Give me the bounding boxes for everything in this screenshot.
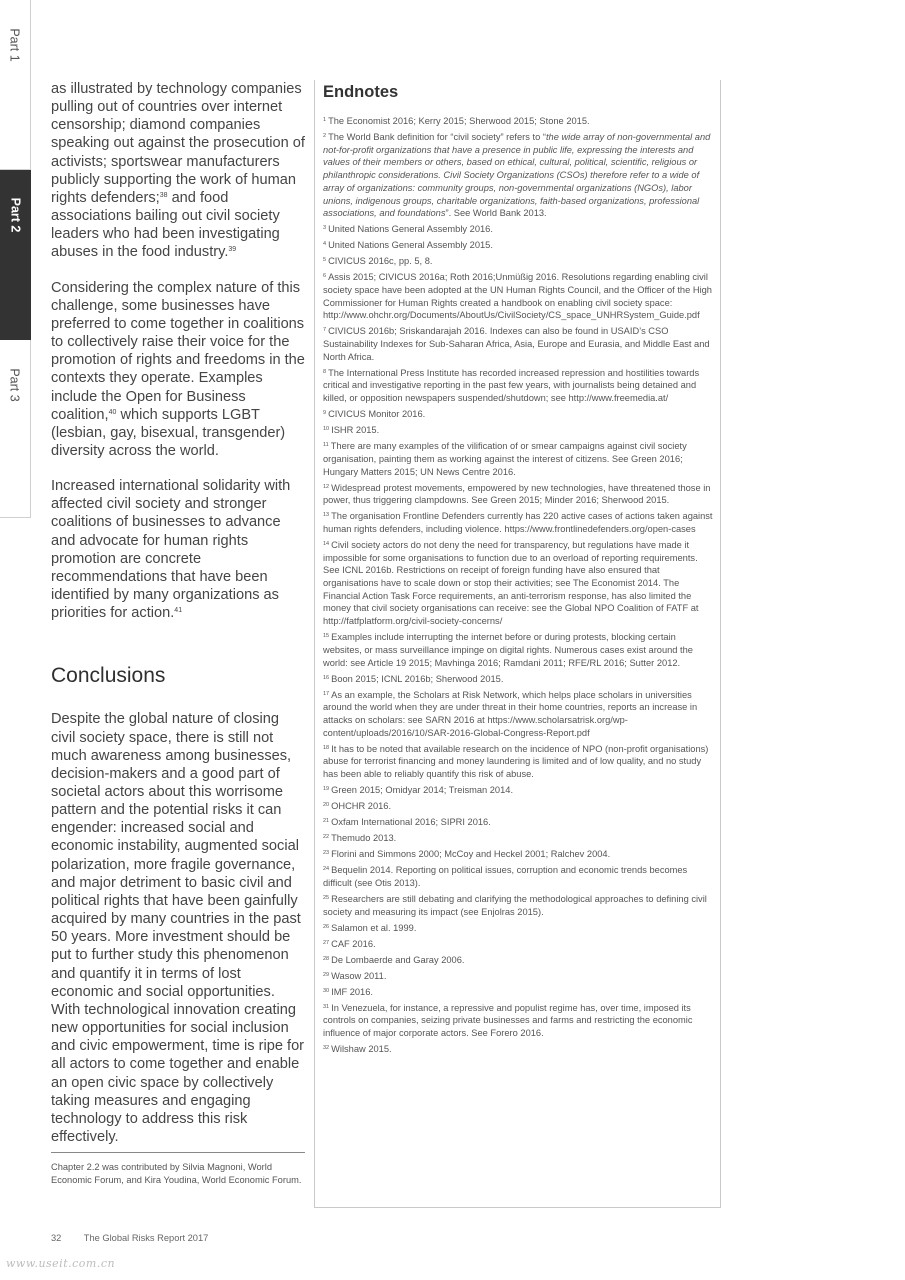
endnote-number: 24 bbox=[323, 866, 330, 873]
endnote-number: 27 bbox=[323, 939, 330, 946]
endnote-text: Wilshaw 2015. bbox=[331, 1043, 392, 1054]
footnote-ref-41: 41 bbox=[174, 607, 183, 615]
endnote-number: 28 bbox=[323, 955, 330, 962]
footnote-ref-39: 39 bbox=[228, 246, 237, 254]
endnote-number: 1 bbox=[323, 117, 327, 123]
endnote-number: 25 bbox=[323, 894, 330, 901]
endnote-text: United Nations General Assembly 2016. bbox=[328, 224, 493, 235]
endnote-text: Wasow 2011. bbox=[331, 970, 387, 981]
endnote-4 bbox=[323, 239, 714, 252]
endnote-number: 23 bbox=[323, 850, 330, 857]
endnote-number: 10 bbox=[323, 426, 330, 433]
endnote-26 bbox=[323, 922, 714, 935]
endnote-27 bbox=[323, 938, 714, 951]
paragraph-3: Increased international solidarity with affected civil society and stronger coalitions of businesses to advance and advocate for human rights promotion are concrete recommendations that have been identified by many organizations as priorities for action.$^{41}$ bbox=[51, 478, 291, 622]
tab-part-3[interactable] bbox=[0, 340, 31, 518]
tab-part-2[interactable] bbox=[0, 170, 31, 340]
endnote-8 bbox=[323, 367, 714, 405]
paragraph-1: as illustrated by technology companies pulling out of countries over internet censorship; diamond companies speaking out against the prosecution of activists; sportswear manufacturers publicly supporting the work of human rights defenders;$^{38}$ and food associations bailing out civil society leaders who had been investigating abuses in the food industry.$^{39}$ bbox=[51, 81, 305, 261]
endnote-text: Boon 2015; ICNL 2016b; Sherwood 2015. bbox=[331, 673, 504, 684]
chapter-credit: Chapter 2.2 was contributed by Silvia Magnoni, World Economic Forum, and Kira Youdina, World Economic Forum. bbox=[51, 1152, 305, 1187]
endnote-number: 8 bbox=[323, 368, 327, 375]
endnote-text: Widespread protest movements, empowered by new technologies, have threatened those in power, thus triggering clampdowns. See Green 2015; Minder 2016; Sherwood 2015. bbox=[323, 482, 711, 506]
endnote-number: 21 bbox=[323, 818, 330, 825]
endnote-text: Green 2015; Omidyar 2014; Treisman 2014. bbox=[331, 785, 514, 796]
endnote-24 bbox=[323, 864, 714, 889]
endnote-13 bbox=[323, 510, 714, 535]
paragraph-conclusions: Despite the global nature of closing civil society space, there is still not much awareness among businesses, decision-makers and a good part of societal actors about this worrisome pattern and the potential risks it can engender: increased social and economic instability, augmented social polarization, more fragile governance, and major detriment to basic civil and political rights that have been gainfully acquired by many countries in the past 50 years. More investment should be put to further study this phenomenon and quantify it in terms of lost economic and social opportunities. With technological innovation creating new opportunities for social inclusion and civic empowerment, time is ripe for all actors to come together and enable an open civic space by collectively taking measures and engaging technology to address this risk effectively. bbox=[51, 711, 305, 1145]
endnote-number: 19 bbox=[323, 786, 330, 793]
endnote-number: 5 bbox=[323, 257, 327, 264]
footnote-ref-38: 38 bbox=[159, 191, 168, 199]
endnote-text: Researchers are still debating and clarifying the methodological approaches to defining civil society and measuring its impact (see Enjolras 2015). bbox=[323, 893, 707, 917]
paragraph-2: Considering the complex nature of this challenge, some businesses have preferred to come together in coalitions to collectively raise their voice for the promotion of rights and freedoms in the contexts they operate. Examples include the Open for Business coalition,$^{40}$ which supports LGBT (lesbian, gay, bisexual, transgender) diversity across the world. bbox=[51, 279, 305, 459]
tab-part-1[interactable] bbox=[0, 0, 31, 170]
endnote-number: 26 bbox=[323, 923, 330, 930]
endnote-1 bbox=[323, 115, 714, 128]
endnote-20 bbox=[323, 800, 714, 813]
endnote-22 bbox=[323, 832, 714, 845]
endnote-number: 13 bbox=[323, 512, 330, 519]
endnotes-heading: Endnotes bbox=[323, 83, 399, 101]
endnote-31 bbox=[323, 1002, 714, 1040]
endnote-text: CIVICUS Monitor 2016. bbox=[328, 409, 426, 420]
endnote-text: The Economist 2016; Kerry 2015; Sherwood 2015; Stone 2015. bbox=[328, 116, 590, 126]
endnote-number: 22 bbox=[323, 834, 330, 841]
endnote-21 bbox=[323, 816, 714, 829]
endnote-number: 7 bbox=[323, 327, 327, 334]
endnote-10 bbox=[323, 424, 714, 437]
endnote-16 bbox=[323, 673, 714, 686]
endnote-text: CIVICUS 2016b; Sriskandarajah 2016. Indexes can also be found in USAID’s CSO Sustainability Indexes for Sub-Saharan Africa, Asia, Europe and Eurasia, and Middle East and North Africa. bbox=[323, 326, 710, 362]
footnote-ref-40: 40 bbox=[108, 408, 117, 416]
endnote-number: 16 bbox=[323, 674, 330, 681]
endnote-text: Themudo 2013. bbox=[331, 833, 397, 844]
endnote-9 bbox=[323, 408, 714, 421]
endnote-text: Oxfam International 2016; SIPRI 2016. bbox=[331, 817, 491, 828]
endnote-text: Florini and Simmons 2000; McCoy and Heckel 2001; Ralchev 2004. bbox=[331, 849, 611, 860]
endnote-number: 15 bbox=[323, 633, 330, 640]
endnote-text: CIVICUS 2016c, pp. 5, 8. bbox=[328, 256, 433, 267]
endnote-number: 31 bbox=[323, 1003, 330, 1010]
endnote-25 bbox=[323, 893, 714, 918]
endnote-text: In Venezuela, for instance, a repressive and populist regime has, over time, imposed its controls on companies, seizing private businesses and farms and restricting the economic influence of major corporate actors. See Forero 2016. bbox=[323, 1002, 693, 1038]
endnote-text: Salamon et al. 1999. bbox=[331, 922, 417, 933]
endnote-3 bbox=[323, 223, 714, 236]
endnote-text: Assis 2015; CIVICUS 2016a; Roth 2016;Unmüßig 2016. Resolutions regarding enabling civil society space have been adopted at the UN Human Rights Council, and the Officer of the High Commissioner for Human Rights created a handbook on enabling civil society space: http://www.ohchr.org/Documents/AboutUs/CivilSociety/CS_space_UNHRSystem_Guide.pdf bbox=[323, 272, 712, 321]
endnote-number: 6 bbox=[323, 273, 327, 280]
conclusions-heading: Conclusions bbox=[51, 664, 166, 688]
endnote-text: Examples include interrupting the internet before or during protests, blocking certain websites, or mass surveillance impinge on digital rights. Numerous cases exist around the world: see Article 19 2015; Mavhinga 2016; Ramdani 2011; RFE/RL 2016; Sutter 2012. bbox=[323, 632, 693, 668]
endnote-30 bbox=[323, 986, 714, 999]
endnote-2: $^2$ The World Bank definition for “civil society” refers to “the wide array of non-governmental and not-for-profit organizations that have a presence in public life, expressing the interests and values of their members or others, based on ethical, cultural, political, scientific, religious or philanthropic considerations. Civil Society Organizations (CSOs) therefore refer to a wide of array of organizations: community groups, non-governmental organizations (NGOs), labor unions, indigenous groups, charitable organizations, faith-based organizations, professional associations, and foundations”. See World Bank 2013. bbox=[323, 132, 711, 219]
endnote-7 bbox=[323, 325, 714, 363]
endnote-text: ISHR 2015. bbox=[331, 425, 380, 436]
page-number: 32 bbox=[51, 1233, 62, 1243]
endnote-number: 29 bbox=[323, 971, 330, 978]
page-footer bbox=[51, 1233, 208, 1243]
endnote-17 bbox=[323, 689, 714, 740]
endnote-text: It has to be noted that available research on the incidence of NPO (non-profit organisations) abuse for terrorist financing and money laundering is limited and of low quality, and no study has been able to reliably quantify this risk of abuse. bbox=[323, 743, 709, 780]
endnote-number: 17 bbox=[323, 690, 330, 697]
endnote-number: 9 bbox=[323, 410, 327, 417]
endnote-number: 3 bbox=[323, 225, 327, 232]
endnote-number: 20 bbox=[323, 802, 330, 809]
endnote-number: 32 bbox=[323, 1044, 330, 1051]
endnote-15 bbox=[323, 631, 714, 669]
endnote-text: CAF 2016. bbox=[331, 938, 376, 949]
endnote-number: 11 bbox=[323, 442, 329, 449]
endnote-text: IMF 2016. bbox=[331, 986, 373, 997]
watermark-text: www.useit.com.cn bbox=[6, 1257, 116, 1270]
endnote-number: 18 bbox=[323, 744, 330, 751]
main-text-column bbox=[51, 80, 305, 1163]
endnotes-panel bbox=[314, 80, 721, 1208]
endnote-number: 2 bbox=[323, 133, 327, 139]
endnote-28 bbox=[323, 954, 714, 967]
endnote-text: As an example, the Scholars at Risk Network, which helps place scholars in universities around the world when they are under threat in their home countries, reports an increase in attacks on scholars: see SARN 2016 at https://www.scholarsatrisk.org/wp-content/uploads/2016/10/SAR-2016-Global-Congress-Report.pdf bbox=[323, 689, 698, 738]
endnote-19 bbox=[323, 784, 714, 797]
endnote-text: Civil society actors do not deny the need for transparency, but regulations have made it impossible for some organisations to function due to an overload of reporting requirements. See ICNL 2016b. Restrictions on receipt of foreign funding have also ensured that organisations have to scale down or stop their activities; see The Economist 2014. The Financial Action Task Force requirements, an anti-terrorism response, has also limited the money that civil society organisations can receive: see the Global NPO Coalition of FATF at http://fatfplatform.org/civil-society-concerns/ bbox=[323, 539, 699, 627]
report-title: The Global Risks Report 2017 bbox=[83, 1233, 209, 1243]
endnote-text: Bequelin 2014. Reporting on political issues, corruption and economic trends becomes difficult (see Otis 2013). bbox=[323, 865, 688, 888]
tab-part-1-label: Part 1 bbox=[8, 28, 23, 62]
endnote-6 bbox=[323, 271, 714, 322]
endnote-number: 30 bbox=[323, 987, 330, 994]
endnote-text: The International Press Institute has recorded increased repression and hostilities towards critical and investigative reporting in the past few years, with journalists being detained and killed, or opposition newspapers suspended/shutdown; see http://www.freemedia.at/ bbox=[323, 367, 700, 404]
endnote-29 bbox=[323, 970, 714, 983]
endnote-text: There are many examples of the vilification of or smear campaigns against civil society organisation, painting them as working against the interest of citizens. See Green 2016; Hungary Matters 2015; UN News Centre 2016. bbox=[323, 441, 687, 477]
endnote-12 bbox=[323, 482, 714, 507]
endnote-text: The organisation Frontline Defenders currently has 220 active cases of actions taken against human rights defenders, including violence. https://www.frontlinedefenders.org/open-cases bbox=[323, 511, 713, 534]
endnote-text: De Lombaerde and Garay 2006. bbox=[331, 954, 465, 965]
endnote-number: 12 bbox=[323, 483, 330, 490]
endnote-text: OHCHR 2016. bbox=[331, 801, 392, 812]
endnote-number: 14 bbox=[323, 540, 330, 547]
tab-part-2-label: Part 2 bbox=[8, 197, 23, 233]
endnote-23 bbox=[323, 848, 714, 861]
endnote-5 bbox=[323, 255, 714, 268]
endnote-18 bbox=[323, 743, 714, 781]
part-navigation bbox=[0, 0, 31, 520]
endnotes-list bbox=[323, 115, 714, 1056]
endnote-14 bbox=[323, 539, 714, 628]
endnote-number: 4 bbox=[323, 241, 327, 248]
endnote-11 bbox=[323, 440, 714, 478]
tab-part-3-label: Part 3 bbox=[8, 368, 23, 402]
endnote-text: United Nations General Assembly 2015. bbox=[328, 240, 493, 251]
endnote-32 bbox=[323, 1043, 714, 1056]
